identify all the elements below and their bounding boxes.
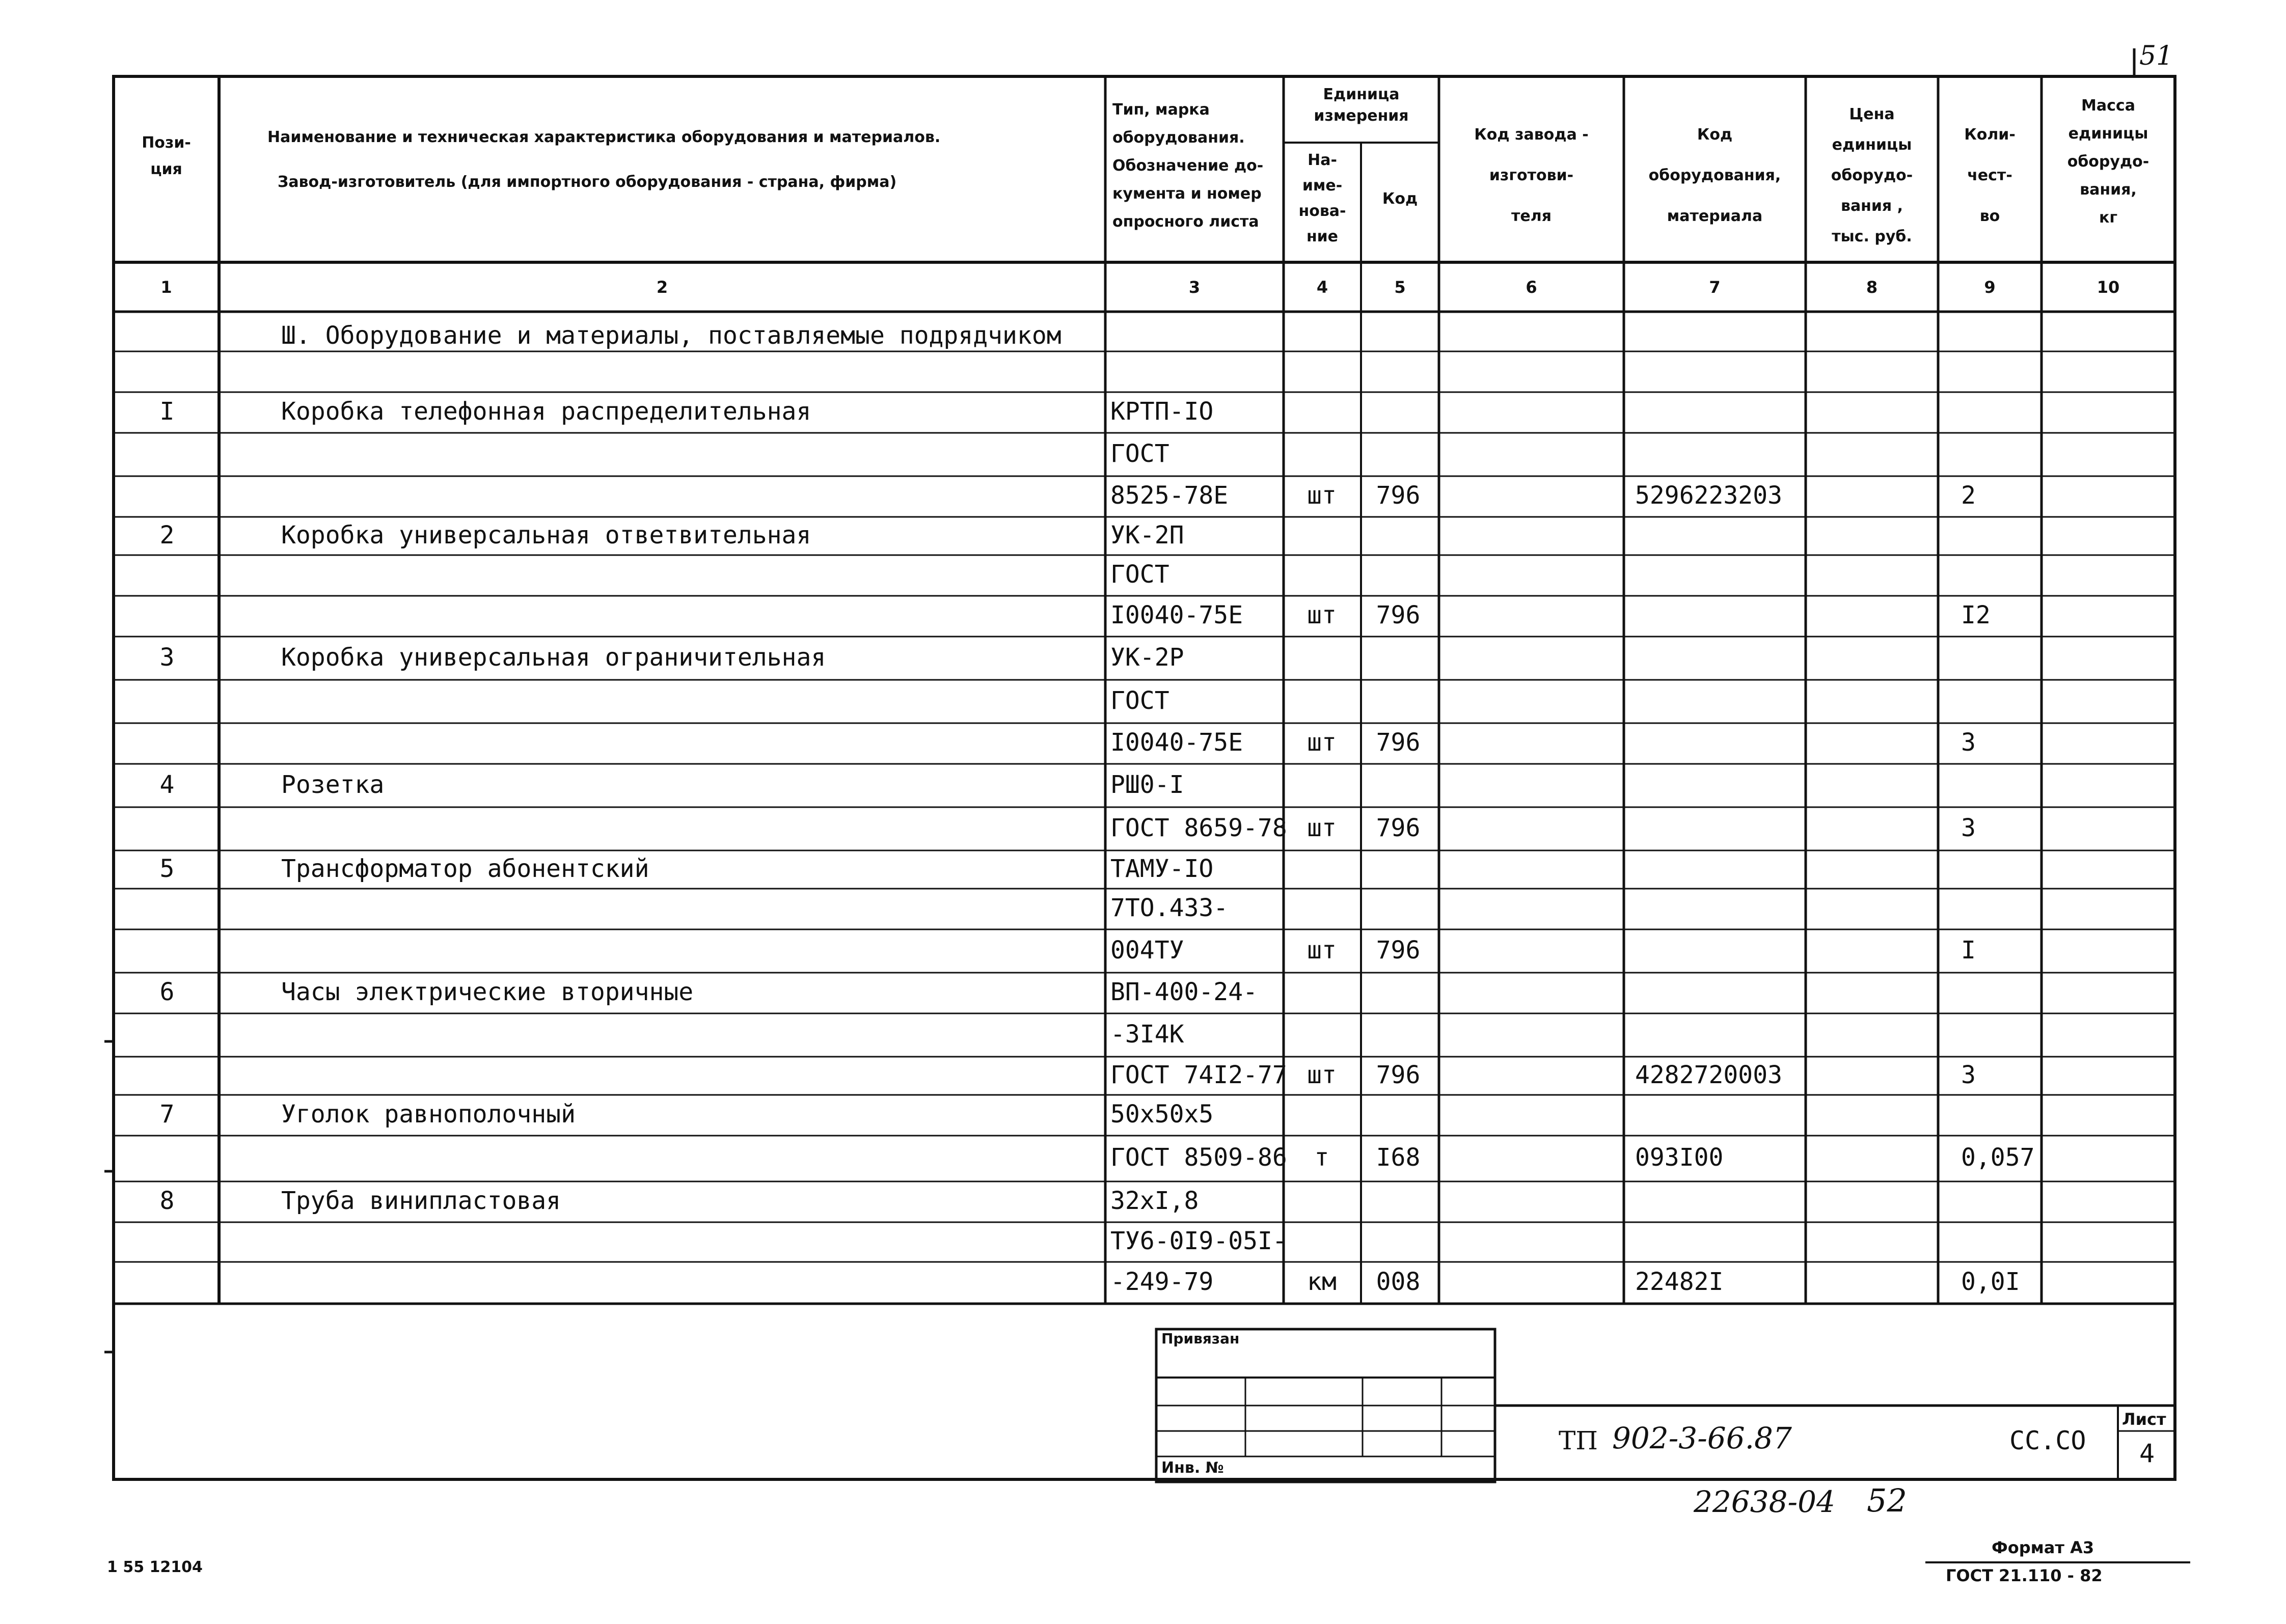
column-number: 1 [160, 278, 172, 297]
unit-cell: шт [1307, 728, 1337, 757]
name-cell: Трансформатор абонентский [281, 854, 649, 883]
format-label: Формат А3 [1992, 1538, 2094, 1557]
unit-cell: шт [1307, 481, 1337, 510]
name-cell: Уголок равнополочный [281, 1100, 576, 1128]
header-price: Цена единицы оборудо- вания , тыс. руб. [1831, 105, 1913, 245]
quantity-cell: I2 [1961, 601, 1991, 629]
column-number: 4 [1316, 278, 1328, 297]
tp-prefix: ТП [1559, 1426, 1598, 1455]
unit-code-cell: 008 [1376, 1268, 1421, 1296]
quantity-cell: 3 [1961, 728, 1976, 757]
header-type: Тип, марка оборудования. Обозначение до- кумента и номер опросного листа [1112, 101, 1264, 231]
section-title: Ш. Оборудование и материалы, поставляемые подрядчиком [281, 321, 1062, 350]
unit-cell: шт [1307, 601, 1337, 629]
material-code-cell: 4282720003 [1635, 1060, 1782, 1089]
position-cell: 4 [159, 770, 175, 799]
stamp-privyazan: Привязан [1161, 1330, 1240, 1347]
position-cell: 3 [159, 643, 175, 672]
header-plant-code: Код завода - изготови- теля [1474, 126, 1589, 225]
quantity-cell: 0,0I [1961, 1268, 2020, 1296]
header-position: Пози- ция [142, 134, 191, 178]
type-cell: -3I4К [1110, 1020, 1184, 1049]
type-cell: -249-79 [1110, 1268, 1214, 1296]
position-cell: 7 [159, 1100, 175, 1128]
column-number: 8 [1866, 278, 1878, 297]
column-number: 7 [1709, 278, 1721, 297]
doc-code: СС.СО [2009, 1426, 2086, 1455]
unit-code-cell: 796 [1376, 935, 1421, 965]
position-cell: 2 [159, 520, 175, 549]
column-number: 10 [2097, 278, 2120, 297]
type-cell: ГОСТ [1110, 439, 1169, 468]
quantity-cell: 2 [1961, 481, 1976, 510]
type-cell: 004ТУ [1110, 935, 1184, 965]
header-unit: Единица измерения [1314, 86, 1409, 125]
type-cell: ГОСТ 74I2-77 [1110, 1060, 1287, 1089]
unit-code-cell: 796 [1376, 1060, 1421, 1089]
column-number: 3 [1188, 278, 1201, 297]
unit-code-cell: I68 [1376, 1143, 1421, 1172]
position-cell: 5 [159, 854, 175, 883]
unit-cell: шт [1307, 1060, 1337, 1089]
sheet-label: Лист [2122, 1410, 2166, 1429]
page-corner-number: 51 [2139, 41, 2173, 71]
quantity-cell: 3 [1961, 1060, 1976, 1089]
unit-cell: шт [1307, 935, 1337, 965]
quantity-cell: 0,057 [1961, 1143, 2035, 1172]
type-cell: ТУ6-0I9-05I- [1110, 1227, 1287, 1255]
column-number: 6 [1526, 278, 1537, 297]
type-cell: ТАМУ-IO [1110, 854, 1214, 883]
name-cell: Труба винипластовая [281, 1187, 561, 1215]
unit-cell: т [1314, 1143, 1329, 1172]
type-cell: ГОСТ [1110, 560, 1169, 589]
type-cell: 50х50х5 [1110, 1100, 1214, 1128]
type-cell: УК-2П [1110, 520, 1184, 549]
header-mass: Масса единицы оборудо- вания, кг [2067, 97, 2149, 227]
header-unit-name: На- име- нова- ние [1298, 151, 1346, 245]
unit-code-cell: 796 [1376, 813, 1421, 842]
name-cell: Часы электрические вторичные [281, 978, 694, 1006]
material-code-cell: 093I00 [1635, 1143, 1724, 1172]
type-cell: РШ0-I [1110, 770, 1184, 799]
type-cell: I0040-75Е [1110, 601, 1243, 629]
type-cell: ГОСТ 8509-86 [1110, 1143, 1287, 1172]
type-cell: УК-2Р [1110, 643, 1184, 672]
name-cell: Коробка универсальная ограничительная [281, 643, 826, 672]
type-cell: ВП-400-24- [1110, 978, 1258, 1006]
unit-code-cell: 796 [1376, 481, 1421, 510]
material-code-cell: 5296223203 [1635, 481, 1782, 510]
position-cell: 6 [159, 978, 175, 1006]
type-cell: 32хI,8 [1110, 1187, 1199, 1215]
quantity-cell: I [1961, 935, 1976, 965]
stamp-inv-no: Инв. № [1161, 1459, 1224, 1477]
header-name-line2: Завод-изготовитель (для импортного оборудования - страна, фирма) [278, 173, 897, 191]
type-cell: ГОСТ 8659-78 [1110, 813, 1287, 842]
unit-code-cell: 796 [1376, 601, 1421, 629]
handwritten-number: 22638-04 [1694, 1484, 1835, 1519]
type-cell: 8525-78Е [1110, 481, 1229, 510]
type-cell: ГОСТ [1110, 686, 1169, 715]
type-cell: I0040-75Е [1110, 728, 1243, 757]
column-number: 2 [656, 278, 668, 297]
header-material-code: Код оборудования, материала [1648, 126, 1781, 225]
gost-label: ГОСТ 21.110 - 82 [1946, 1566, 2103, 1585]
header-name-line1: Наименование и техническая характеристика оборудования и материалов. [267, 128, 941, 146]
material-code-cell: 22482I [1635, 1268, 1724, 1296]
left-code: 1 55 12104 [107, 1558, 203, 1576]
position-cell: I [159, 397, 175, 426]
column-number: 9 [1984, 278, 1996, 297]
tp-number: 902-3-66.87 [1612, 1421, 1792, 1455]
column-number: 5 [1394, 278, 1406, 297]
unit-cell: шт [1307, 813, 1337, 842]
type-cell: 7ТО.433- [1110, 894, 1229, 922]
unit-cell: км [1307, 1268, 1337, 1296]
quantity-cell: 3 [1961, 813, 1976, 842]
position-cell: 8 [159, 1187, 175, 1215]
handwritten-page: 52 [1867, 1482, 1907, 1519]
type-cell: КРТП-IO [1110, 397, 1214, 426]
name-cell: Коробка универсальная ответвительная [281, 520, 811, 549]
header-unit-code: Код [1382, 190, 1418, 208]
header-quantity: Коли- чест- во [1964, 126, 2016, 225]
unit-code-cell: 796 [1376, 728, 1421, 757]
name-cell: Розетка [281, 770, 385, 799]
sheet-number: 4 [2139, 1439, 2155, 1468]
name-cell: Коробка телефонная распределительная [281, 397, 811, 426]
